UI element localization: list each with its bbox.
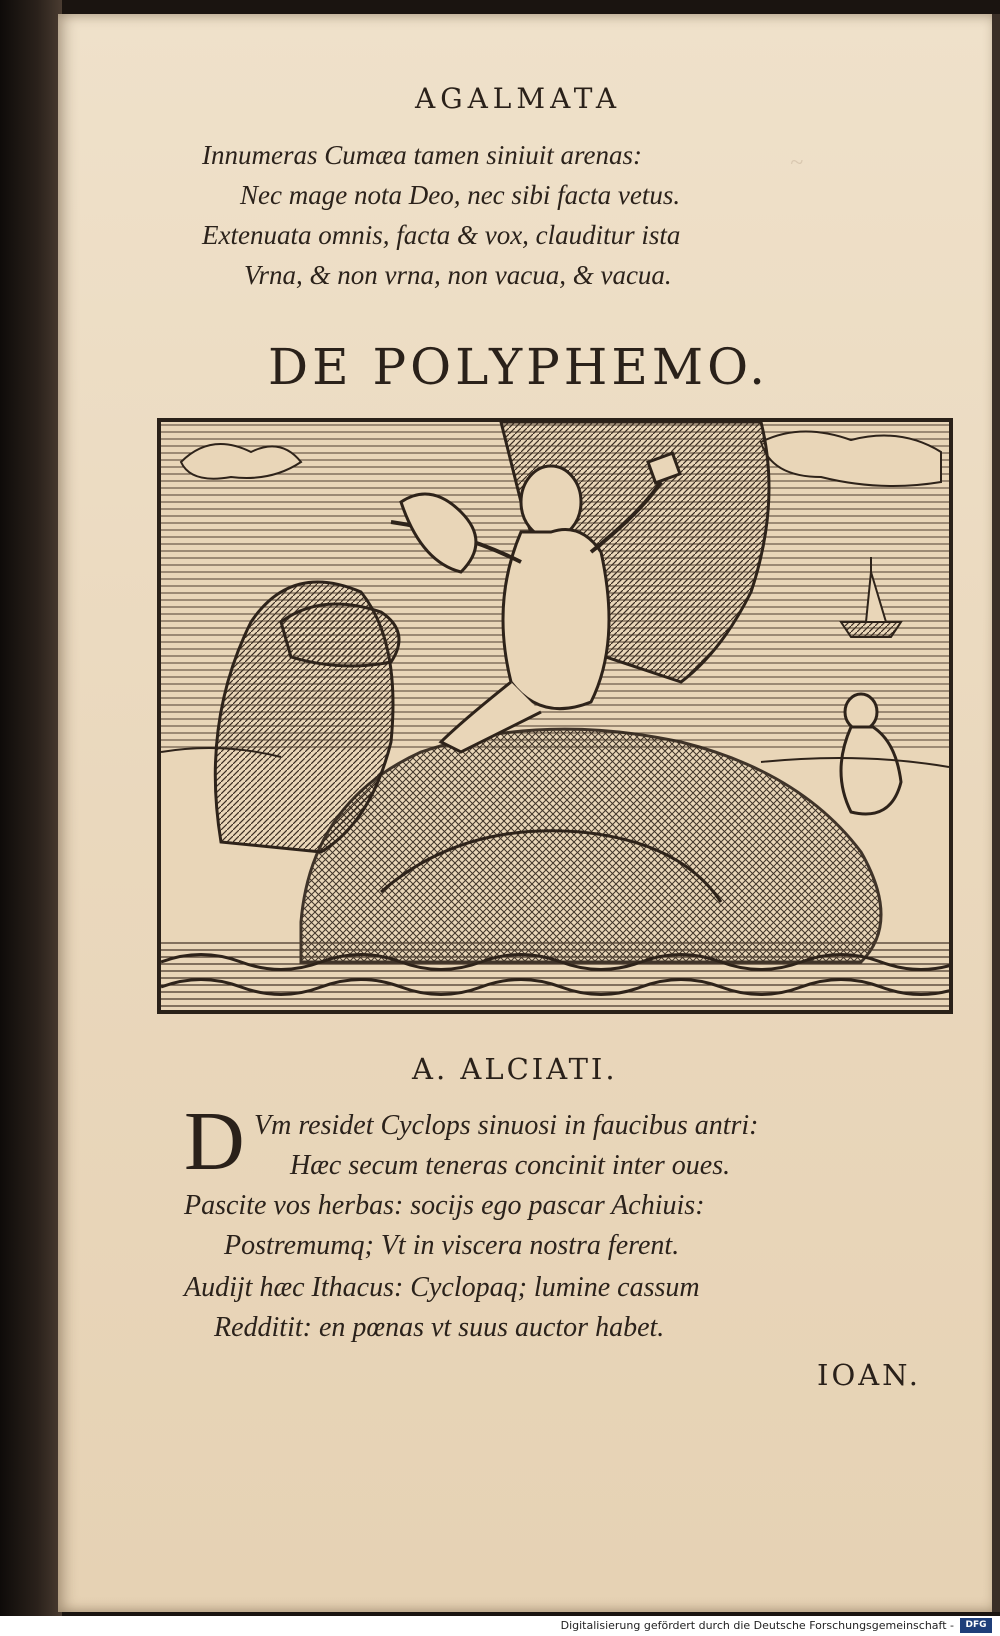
bleed-through-mark: ~ — [790, 150, 803, 176]
verse-top-line-4: Vrna, & non vrna, non vacua, & vacua. — [244, 260, 672, 290]
verse-bottom-line-3: Pascite vos herbas: socijs ego pascar Achiuis: — [184, 1190, 705, 1221]
verse-bottom-line-1: Vm residet Cyclops sinuosi in faucibus antri: — [254, 1110, 759, 1141]
verse-top-line-2: Nec mage nota Deo, nec sibi facta vetus. — [240, 180, 681, 210]
verse-bottom-line-2: Hæc secum teneras concinit inter oues. — [290, 1150, 731, 1181]
book-binding — [0, 0, 62, 1616]
verse-bottom-line-5: Audijt hæc Ithacus: Cyclopaq; lumine cassum — [184, 1272, 700, 1303]
running-head: AGALMATA — [415, 82, 622, 115]
dfg-logo-icon[interactable]: DFG — [960, 1618, 992, 1633]
verse-top-line-3: Extenuata omnis, facta & vox, clauditur ista — [202, 220, 681, 250]
footer-credit: Digitalisierung gefördert durch die Deutsche Forschungsgemeinschaft - — [560, 1619, 954, 1632]
page-edge — [992, 14, 1000, 1612]
verse-bottom-line-6: Redditit: en pœnas vt suus auctor habet. — [214, 1312, 665, 1343]
catchword: IOAN. — [817, 1358, 921, 1392]
author-heading: A. ALCIATI. — [412, 1052, 618, 1086]
drop-cap: D — [184, 1095, 245, 1188]
verse-top-line-1: Innumeras Cumæa tamen siniuit arenas: — [202, 140, 642, 170]
polyphemus-woodcut-illustration — [157, 418, 953, 1014]
page-title: DE POLYPHEMO. — [268, 338, 770, 396]
verse-bottom-line-4: Postremumq; Vt in viscera nostra ferent. — [224, 1230, 680, 1261]
